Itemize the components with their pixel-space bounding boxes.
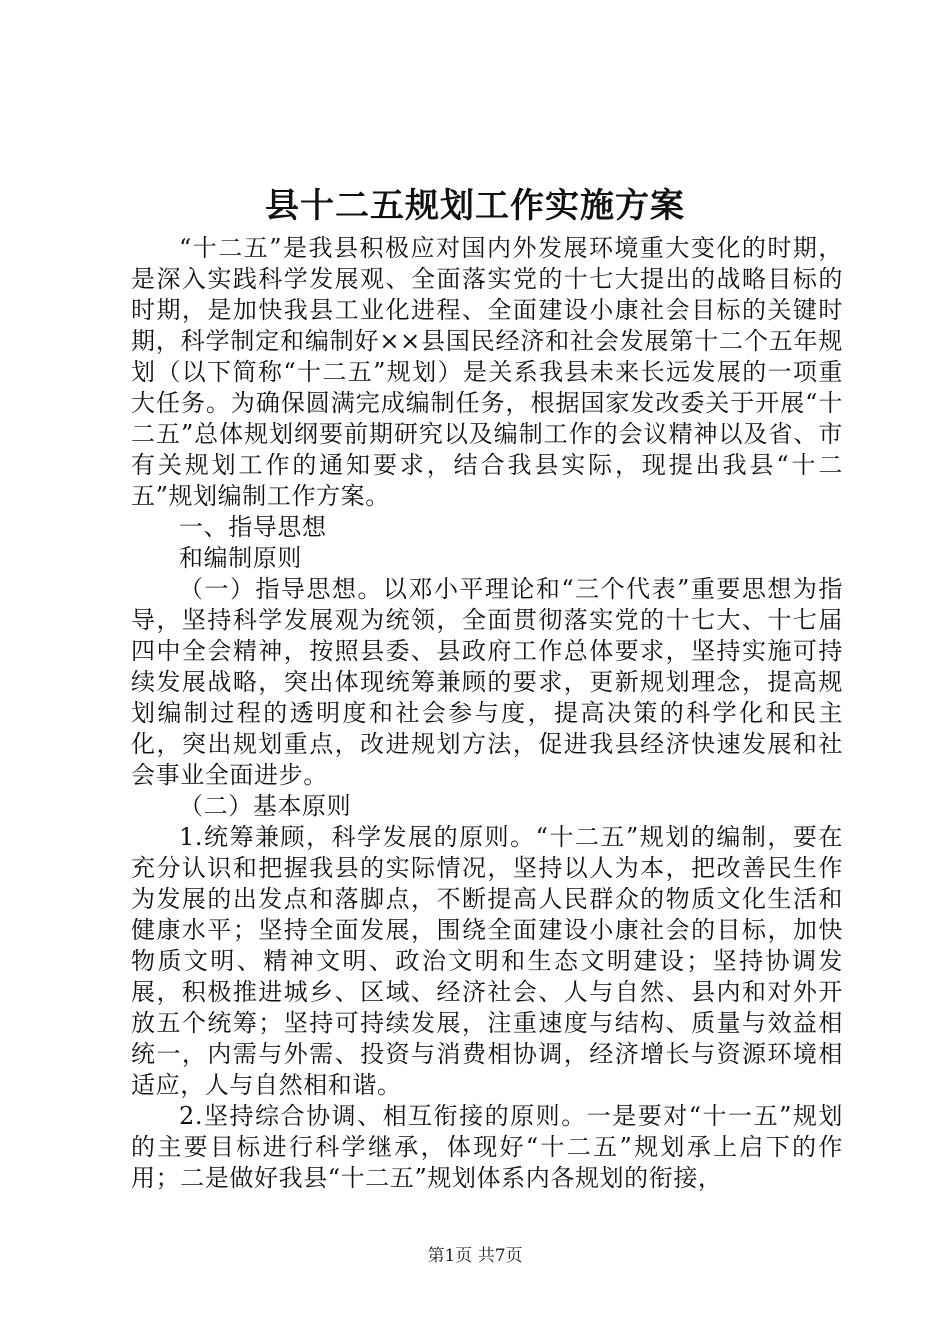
section-heading-guiding-thought: 一、指导思想 xyxy=(179,513,327,541)
principle-1-paragraph: 1.统筹兼顾，科学发展的原则。“十二五”规划的编制，要在充分认识和把握我县的实际情况，坚持以人为本，把改善民生作为发展的出发点和落脚点，不断提高人民群众的物质文化生活和健康水平；坚持全面发展，围绕全面建设小康社会的目标，加快物质文明、精神文明、政治文明和生态文明建设；坚持协调发展，积极推进城乡、区域、经济社会、人与自然、县内和对外开放五个统筹；坚持可持续发展，注重速度与结构、质量与效益相统一，内需与外需、投资与消费相协调，经济增长与资源环境相适应，人与自然相和谐。 xyxy=(131,823,843,1099)
principle-2-paragraph: 2.坚持综合协调、相互衔接的原则。一是要对“十一五”规划的主要目标进行科学继承，体现好“十二五”规划承上启下的作用；二是做好我县“十二五”规划体系内各规划的衔接， xyxy=(131,1102,843,1192)
document-title: 县十二五规划工作实施方案 xyxy=(265,186,685,226)
page-number-footer: 第1页 共7页 xyxy=(427,1246,523,1266)
document-body xyxy=(131,233,843,1194)
section-heading-principles: 和编制原则 xyxy=(179,544,302,572)
intro-paragraph: “十二五”是我县积极应对国内外发展环境重大变化的时期，是深入实践科学发展观、全面落实党的十七大提出的战略目标的时期，是加快我县工业化进程、全面建设小康社会目标的关键时期，科学制定和编制好××县国民经济和社会发展第十二个五年规划（以下简称“十二五”规划）是关系我县未来长远发展的一项重大任务。为确保圆满完成编制任务，根据国家发改委关于开展“十二五”总体规划纲要前期研究以及编制工作的会议精神以及省、市有关规划工作的通知要求，结合我县实际，现提出我县“十二五”规划编制工作方案。 xyxy=(131,234,843,510)
subsection-heading-basic-principles: （二）基本原则 xyxy=(179,792,352,820)
guiding-thought-paragraph: （一）指导思想。以邓小平理论和“三个代表”重要思想为指导，坚持科学发展观为统领，全面贯彻落实党的十七大、十七届四中全会精神，按照县委、县政府工作总体要求，坚持实施可持续发展战略，突出体现统筹兼顾的要求，更新规划理念，提高规划编制过程的透明度和社会参与度，提高决策的科学化和民主化，突出规划重点，改进规划方法，促进我县经济快速发展和社会事业全面进步。 xyxy=(131,575,843,789)
